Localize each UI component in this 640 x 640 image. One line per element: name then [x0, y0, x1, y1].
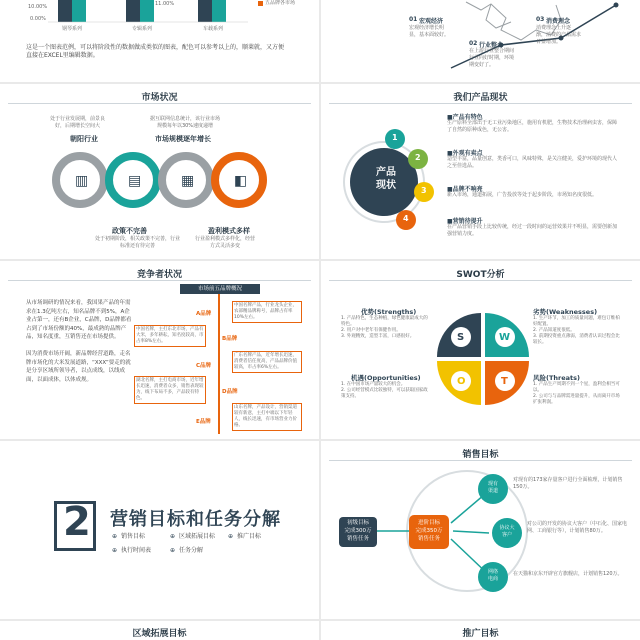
bullet-icon: ⊕: [170, 533, 176, 540]
legend-swatch: [258, 1, 263, 6]
bullet-icon: ⊕: [112, 533, 118, 540]
item-body: 生产原料全部出于无工业污染地区，施用有机肥，生物技术治理病虫害，保障了自然的原种成色，无公害。: [447, 120, 618, 133]
bar: [198, 0, 212, 22]
channel-desc: 对公司的开发的协议大客户（中石化、国家电网、工商银行等），计划销售80万。: [527, 521, 628, 534]
item-body: 新入市场，通道拓展，广告投放等处于起步阶段，市场知名度很低。: [447, 192, 598, 198]
swot-head: 劣势(Weaknesses): [533, 308, 598, 316]
brand-desc: 湖北名牌，主打电商市场，近年增长迅速，消费者众多，销售表现较为，线下布局不多，产品较有特色。: [134, 376, 206, 404]
swot-head: 优势(Strengths): [361, 308, 417, 316]
badge-number: 1: [392, 133, 398, 142]
swot-petals: [433, 309, 533, 409]
brand-label: B品牌: [222, 336, 238, 342]
bar: [126, 0, 140, 22]
competitor-para: 从市场调研的情况来看，我国果产品的年需求在1.3亿吨左右，知名品牌不到5%，A企业占第一，还有B企业，C品牌，D品牌都看占到了市场份额的40%，最成熟的品牌产品，知名度重，互销售还在市场提供。 因为消费市场开阔，新品牌经营道路，走名牌市场化的大米发展道路，“XXX”要走的就是分享区域所领导者，以点成线，以线成面，以面成体，以体成规。: [26, 300, 132, 383]
advanced-goal: [409, 519, 449, 543]
swot-letter: S: [457, 332, 465, 343]
swot-body: 1. 产品特色，生态种植，绿色健康最成大的特色。 2. 用户对中老年有保健作用。 3. 外观精致，造型丰富，口感很好。: [341, 316, 428, 339]
goal-line: 完成350万: [415, 528, 443, 534]
brand-desc: 广东名牌产品，近年增长迅速，消费者信任度高，产品品牌价值较高，市占率6%左右。: [232, 351, 302, 373]
brand-label: C品牌: [196, 363, 212, 369]
brand-label: A品牌: [196, 311, 212, 317]
panel-product: [321, 84, 640, 259]
panel-competitors: [0, 261, 319, 439]
money-icon: ◧: [234, 173, 248, 189]
swot-letter: W: [499, 332, 511, 343]
item-desc: 处于行业发展期，前景良 好，后期增长空间大: [50, 116, 106, 129]
panel-section: [0, 441, 319, 619]
step-number: 03: [536, 16, 545, 23]
center-label: 产品 现状: [376, 167, 396, 191]
item-head: ■品牌不响亮: [447, 186, 483, 193]
swot-body: 1. 产品生产周期不到一个星，盈利会相当可以。 2. 公司与与品牌需进量提升，从而离开市场扩张利润。: [533, 382, 620, 405]
section-item: 区域拓展目标: [179, 533, 216, 540]
step-desc: 宏观经济增长明 显，基本面较好。: [409, 25, 450, 38]
legend-label: 五品牌各市场: [265, 0, 296, 6]
swot-head: 风险(Threats): [533, 374, 580, 382]
bar: [72, 0, 86, 22]
panel-title: 市场状况: [141, 93, 178, 103]
badge-number: 4: [403, 214, 409, 223]
panel-title: 销售目标: [462, 450, 499, 460]
swot-body: 1. 生产环节，加工的质量问题，难包订维柏好配置。 2. 产品知道度很低。 3. 前期投资重点薄弱，消费者认识过程会比较长。: [533, 316, 620, 345]
step-title: 行业整合: [479, 42, 504, 49]
bar-value-label: 11.00%: [155, 1, 175, 7]
swot-head: 机遇(Opportunities): [351, 374, 421, 382]
section-title: 营销目标和任务分解: [110, 509, 281, 530]
item-head: ■产品有特色: [447, 114, 483, 121]
badge-number: 2: [415, 153, 421, 162]
brand-label: D品牌: [222, 389, 238, 395]
panel-title: 竞争者状况: [136, 270, 182, 280]
section-item: 任务分解: [179, 547, 204, 554]
goal-line: 销售任务: [346, 536, 369, 542]
calendar-icon: ▦: [181, 173, 195, 189]
brand-desc: 山东名牌，产品设计，营销渠道较有新意，主打中端以下年轻人，线长迅速，有市场营业力价格。: [232, 403, 302, 431]
channel-label: 现有 渠道: [487, 481, 498, 494]
brand-desc: 中国名牌产品，行业龙头企业，农部精品牌称号，品牌占有率10%左右。: [232, 301, 302, 323]
brand-desc: 中国名牌，主打东北市场，产品有大米，多年耕耘，知名度较高，市占率8%左右。: [134, 325, 206, 347]
panel-title: SWOT分析: [456, 270, 505, 280]
chart-icon: ▥: [75, 173, 89, 189]
brand-label: E品牌: [196, 419, 211, 425]
timeline-line: [218, 294, 220, 434]
item-head: ■外观有卖点: [447, 150, 483, 157]
panel-title: 推广目标: [462, 629, 499, 639]
goal-line: 初级目标: [346, 520, 369, 526]
item-label: 政策不完善: [112, 227, 147, 235]
clipboard-icon: ▤: [128, 173, 142, 189]
section-number: 2: [63, 499, 91, 545]
panel-title: 我们产品现状: [453, 93, 508, 103]
item-desc: 行业盈利模式多样化，经营 方式灵活多变: [195, 236, 256, 249]
step-title: 宏观经济: [419, 18, 444, 25]
step-desc: 消费理念上升逐 渐，消费的产品需求 日益增加。: [536, 25, 582, 45]
bullet-icon: ⊕: [228, 533, 234, 540]
panel-title: 区域拓展目标: [132, 629, 187, 639]
channel-desc: 在天猫和京东开辟官方旗舰店，计划销售120万。: [513, 571, 623, 577]
goal-line: 进阶目标: [417, 520, 440, 526]
channel-label: 网络 电商: [487, 569, 498, 582]
swot-body: 1. 在中国市场产量较大的机会。 2. 公司经营模式比较独特，可以获取国家政策支持。: [341, 382, 428, 399]
step-desc: 在上游行业整合期间 行业向好时期，环境 期变好了。: [469, 48, 515, 68]
step-number: 01: [409, 16, 418, 23]
item-label: 市场规模逐年增长: [155, 135, 211, 143]
panel-promotion: [321, 621, 640, 640]
bullet-icon: ⊕: [170, 547, 176, 554]
badge-number: 3: [421, 186, 427, 195]
bar: [140, 0, 154, 22]
x-category: 专辑系列: [132, 26, 153, 32]
panel-sales: [321, 441, 640, 619]
goal-line: 销售任务: [417, 536, 440, 542]
panel-drivers: [321, 0, 640, 82]
step-number: 02: [469, 40, 478, 47]
section-item: 执行时间表: [121, 547, 152, 554]
item-body: 在产品营销手段上比较传统，经过一段时间的运营效果并不明显，需要创新加强营销力度。: [447, 224, 618, 237]
goal-line: 完成300万: [344, 528, 372, 534]
section-item: 推广目标: [237, 533, 262, 540]
y-axis-label: 0.00%: [30, 16, 46, 22]
item-desc: 据互联网信息统计，该行业市场 规模每年以30%速度递增: [150, 116, 221, 129]
bar: [58, 0, 72, 22]
item-label: 盈利模式多样: [208, 227, 250, 235]
panel-region: [0, 621, 319, 640]
swot-letter: O: [457, 376, 466, 387]
panel-swot: [321, 261, 640, 439]
box-title: 市场前五品牌概况: [180, 284, 260, 294]
y-axis-label: 10.00%: [28, 4, 48, 10]
channel-label: 协议大 客户: [499, 525, 515, 538]
x-category: 钢琴系列: [62, 26, 83, 32]
step-title: 消费理念: [546, 18, 571, 25]
initial-goal: [339, 519, 377, 543]
panel-chart: [0, 0, 319, 82]
swot-letter: T: [501, 376, 508, 387]
x-category: 车载系列: [203, 26, 224, 32]
item-desc: 处于初期阶段，相关政策不完善，行业 标准还有待完善: [95, 236, 181, 249]
channel-desc: 对现有的173家存量客户进行全面梳理，计划销售150万。: [513, 477, 623, 490]
section-item: 销售目标: [121, 533, 146, 540]
bar: [212, 0, 226, 22]
panel-market: [0, 84, 319, 259]
bullet-icon: ⊕: [112, 547, 118, 554]
item-label: 朝阳行业: [70, 135, 98, 143]
item-body: 造型丰富，品量创意，类香可口，风味特殊，是关注健美，爱护环境的现代人之至佳选品。: [447, 156, 618, 169]
item-head: ■营销待提升: [447, 218, 483, 225]
trend-line: [431, 0, 631, 80]
chart-description: 这是一个图表范例，可以将阶段性的数据做成类似的图表，配色可以参考以上的，顺莱就，又方便直接在EXCEL里编辑数据。: [26, 44, 285, 59]
